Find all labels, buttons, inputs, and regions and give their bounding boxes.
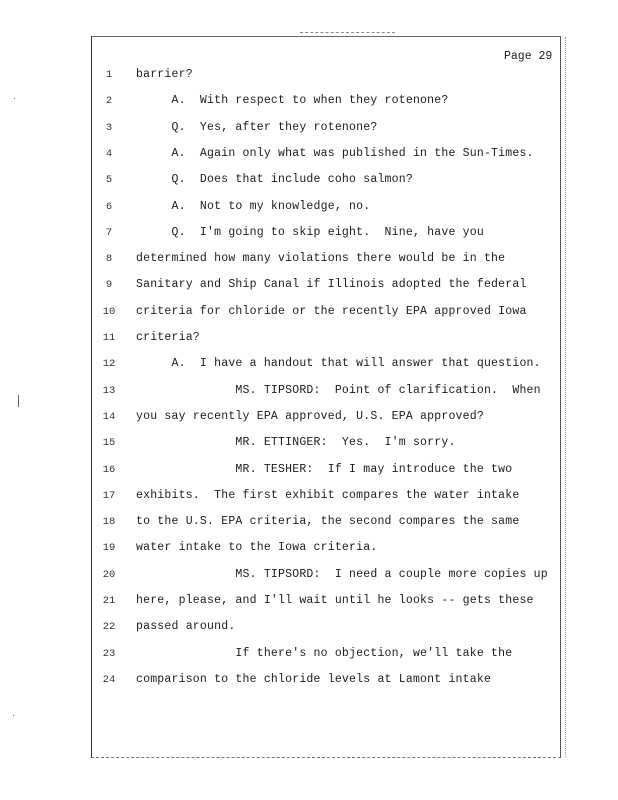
- line-text: exhibits. The first exhibit compares the water intake: [136, 488, 520, 502]
- line-text: barrier?: [136, 68, 193, 81]
- line-text: MR. TESHER: If I may introduce the two: [136, 462, 513, 476]
- line-number: 15: [102, 437, 116, 450]
- line-number: 6: [105, 200, 113, 213]
- line-text: to the U.S. EPA criteria, the second compares the same: [136, 515, 520, 529]
- line-text: criteria for chloride or the recently EPA approved Iowa: [136, 304, 527, 318]
- line-text: If there's no objection, we'll take the: [136, 646, 513, 660]
- line-text: here, please, and I'll wait until he looks -- gets these: [136, 594, 534, 607]
- line-number: 8: [105, 253, 113, 266]
- page-number: Page 29: [504, 50, 553, 63]
- line-text: you say recently EPA approved, U.S. EPA approved?: [136, 409, 484, 423]
- line-number: 5: [105, 174, 113, 187]
- line-text: A. I have a handout that will answer that question.: [136, 357, 541, 371]
- line-text: Sanitary and Ship Canal if Illinois adopted the federal: [136, 278, 527, 292]
- line-number: 24: [102, 673, 116, 686]
- line-number: 13: [102, 384, 116, 397]
- line-number: 1: [105, 69, 113, 81]
- line-number: 20: [102, 568, 116, 581]
- line-text: Q. Yes, after they rotenone?: [136, 120, 378, 134]
- line-number: 18: [102, 516, 116, 529]
- line-text: Q. I'm going to skip eight. Nine, have you: [136, 225, 484, 239]
- line-number: 3: [105, 121, 113, 134]
- scan-speck: [14, 98, 15, 99]
- line-number: 9: [105, 279, 113, 292]
- line-text: comparison to the chloride levels at Lamont intake: [136, 672, 492, 686]
- line-number: 16: [102, 463, 116, 476]
- line-text: A. With respect to when they rotenone?: [136, 94, 449, 108]
- line-text: A. Again only what was published in the Sun-Times.: [136, 146, 534, 160]
- line-number: 17: [102, 489, 116, 502]
- scan-marks: [300, 32, 395, 36]
- line-text: water intake to the Iowa criteria.: [136, 541, 378, 555]
- line-number: 14: [102, 410, 116, 423]
- line-number: 12: [102, 358, 116, 371]
- line-text: MR. ETTINGER: Yes. I'm sorry.: [136, 436, 456, 450]
- line-number: 21: [102, 595, 116, 607]
- line-text: MS. TIPSORD: I need a couple more copies up: [136, 567, 548, 581]
- line-number: 4: [105, 147, 113, 160]
- line-text: A. Not to my knowledge, no.: [136, 199, 371, 213]
- scan-speck: [18, 395, 19, 407]
- line-text: determined how many violations there would be in the: [136, 252, 506, 266]
- line-text: MS. TIPSORD: Point of clarification. When: [136, 383, 541, 397]
- line-number: 10: [102, 305, 116, 318]
- line-text: Q. Does that include coho salmon?: [136, 173, 413, 187]
- line-number: 2: [105, 95, 113, 108]
- line-number: 11: [102, 332, 116, 344]
- line-number: 23: [102, 647, 116, 660]
- line-text: criteria?: [136, 331, 200, 344]
- line-text: passed around.: [136, 620, 236, 634]
- line-number: 22: [102, 621, 116, 634]
- line-number: 7: [105, 226, 113, 239]
- scan-speck: [13, 715, 14, 716]
- line-number: 19: [102, 542, 116, 555]
